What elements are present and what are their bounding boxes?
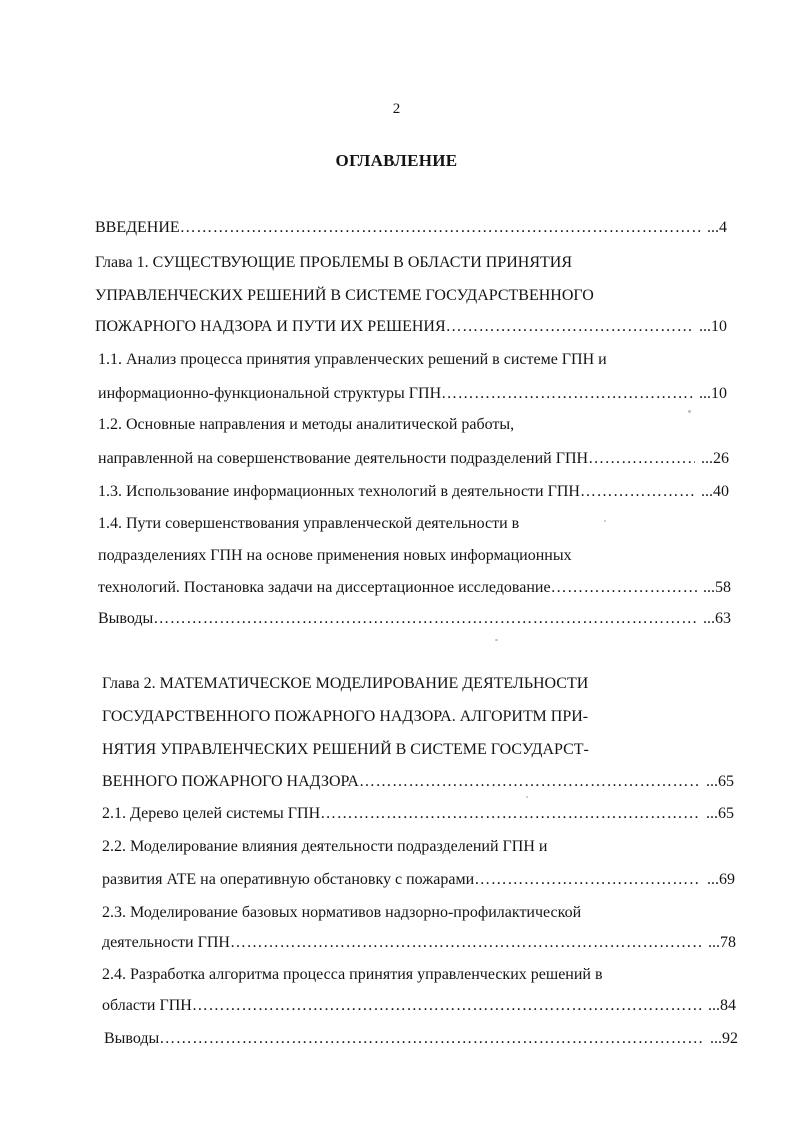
toc-page-number: ...58 [703, 579, 731, 596]
toc-chapter-2-line-2: ГОСУДАРСТВЕННОГО ПОЖАРНОГО НАДЗОРА. АЛГОРИТМ ПРИ- [102, 708, 589, 725]
toc-page-number: ...4 [707, 219, 727, 236]
toc-section-2-2-line-2: развития АТЕ на оперативную обстановку с пожарами ……………………………………………………………………………………………………………………………………………………………… ...69 [102, 869, 735, 891]
toc-conclusions-2: Выводы ……………………………………………………………………………………………………………………………………………………………… ...92 [104, 1028, 738, 1050]
toc-chapter-2-line-1: Глава 2. МАТЕМАТИЧЕСКОЕ МОДЕЛИРОВАНИЕ ДЕЯТЕЛЬНОСТИ [102, 675, 589, 692]
leader-dots [359, 771, 700, 793]
scan-speck [604, 520, 606, 522]
toc-section-1-1-line-1: 1.1. Анализ процесса принятия управленческих решений в системе ГПН и [98, 351, 607, 368]
leader-dots [159, 1028, 704, 1050]
toc-section-1-2-line-2: направленной на совершенствование деятельности подразделений ГПН ……………………………………………………………………………………………………………………………………………………………… ...26 [98, 448, 729, 470]
toc-page-number: ...65 [706, 805, 734, 822]
toc-section-2-3-line-2: деятельности ГПН ……………………………………………………………………………………………………………………………………………………………… ...78 [102, 932, 736, 954]
toc-chapter-2-line-4: ВЕННОГО ПОЖАРНОГО НАДЗОРА ……………………………………………………………………………………………………………………………………………………………… ...65 [102, 771, 734, 793]
toc-page-number: ...92 [710, 1030, 738, 1047]
toc-page-number: ...63 [703, 610, 731, 627]
toc-entry-text: ВВЕДЕНИЕ [95, 219, 180, 236]
toc-page-number: ...69 [707, 871, 735, 888]
leader-dots [180, 217, 701, 239]
scan-speck [688, 410, 691, 413]
page-number: 2 [392, 101, 401, 117]
toc-section-1-1-line-2: информационно-функциональной структуры ГПН ……………………………………………………………………………………………………………………………………………………………… ...10 [98, 383, 727, 405]
toc-chapter-1-line-1: Глава 1. СУЩЕСТВУЮЩИЕ ПРОБЛЕМЫ В ОБЛАСТИ ПРИНЯТИЯ [95, 254, 572, 271]
toc-page-number: ...26 [701, 450, 729, 467]
leader-dots [153, 608, 697, 630]
leader-dots [580, 481, 695, 503]
leader-dots [192, 995, 702, 1017]
toc-page-number: ...84 [708, 997, 736, 1014]
leader-dots [320, 803, 700, 825]
scan-speck [526, 796, 528, 798]
toc-section-1-4-line-2: подразделениях ГПН на основе применения новых информационных [98, 547, 572, 564]
toc-section-2-4-line-2: области ГПН ……………………………………………………………………………………………………………………………………………………………… ...84 [102, 995, 736, 1017]
leader-dots [446, 316, 693, 338]
leader-dots [441, 383, 693, 405]
toc-section-1-3: 1.3. Использование информационных технологий в деятельности ГПН ……………………………………………………………………………………………………………………………………………………………… ...40 [98, 481, 729, 503]
toc-conclusions-1: Выводы ……………………………………………………………………………………………………………………………………………………………… ...63 [98, 608, 731, 630]
toc-entry-introduction [95, 217, 727, 239]
toc-section-2-1: 2.1. Дерево целей системы ГПН ……………………………………………………………………………………………………………………………………………………………… ...65 [102, 803, 734, 825]
leader-dots [551, 577, 697, 599]
toc-page-number: ...78 [708, 934, 736, 951]
page-title: ОГЛАВЛЕНИЕ [335, 151, 458, 170]
toc-section-1-4-line-3: технологий. Постановка задачи на диссертационное исследование ……………………………………………………………………………………………………………………………………………………………… ...58 [98, 577, 731, 599]
toc-page-number: ...10 [699, 318, 727, 335]
leader-dots [230, 932, 702, 954]
scan-speck [495, 639, 498, 641]
leader-dots [474, 869, 701, 891]
toc-section-2-3-line-1: 2.3. Моделирование базовых нормативов надзорно-профилактической [102, 904, 582, 921]
toc-page-number: ...65 [706, 773, 734, 790]
toc-page-number: ...40 [701, 483, 729, 500]
toc-chapter-2-line-3: НЯТИЯ УПРАВЛЕНЧЕСКИХ РЕШЕНИЙ В СИСТЕМЕ ГОСУДАРСТ- [102, 741, 589, 758]
toc-chapter-1-line-3: ПОЖАРНОГО НАДЗОРА И ПУТИ ИХ РЕШЕНИЯ ……………………………………………………………………………………………………………………………………………………………… ...10 [95, 316, 727, 338]
toc-section-1-4-line-1: 1.4. Пути совершенствования управленческой деятельности в [98, 515, 520, 532]
toc-section-1-2-line-1: 1.2. Основные направления и методы аналитической работы, [98, 416, 515, 433]
toc-section-2-4-line-1: 2.4. Разработка алгоритма процесса принятия управленческих решений в [102, 966, 603, 983]
toc-chapter-1-line-2: УПРАВЛЕНЧЕСКИХ РЕШЕНИЙ В СИСТЕМЕ ГОСУДАРСТВЕННОГО [95, 287, 594, 304]
toc-section-2-2-line-1: 2.2. Моделирование влияния деятельности подразделений ГПН и [102, 838, 548, 855]
toc-page-number: ...10 [699, 385, 727, 402]
leader-dots [588, 448, 695, 470]
